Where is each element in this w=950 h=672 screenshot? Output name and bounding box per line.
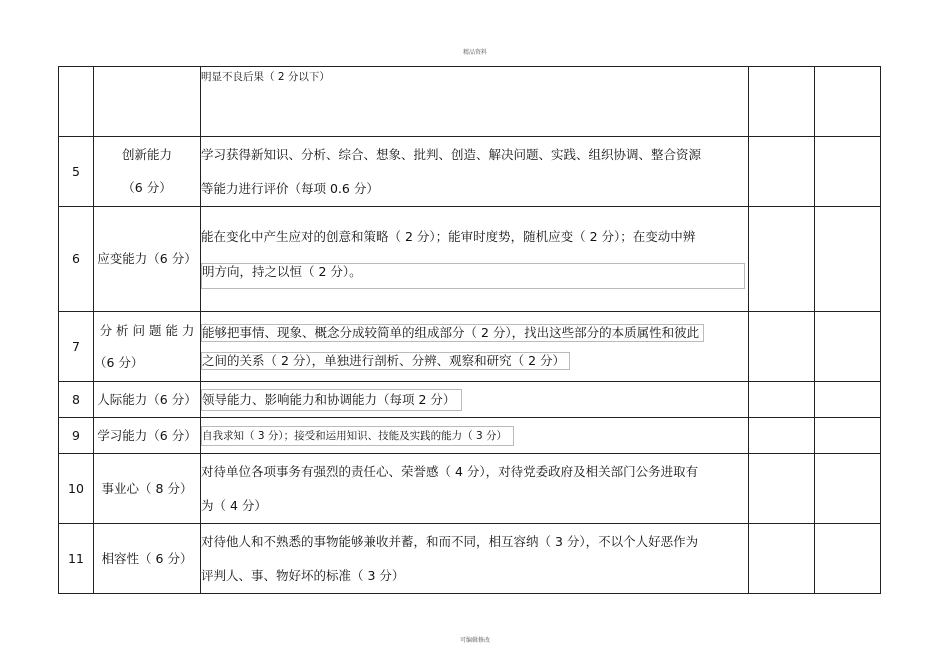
score-cell[interactable] — [749, 382, 815, 418]
table-row — [59, 418, 881, 454]
score-cell[interactable] — [749, 524, 815, 594]
remark-cell[interactable] — [815, 454, 881, 524]
item-name: 应变能力（6 分） — [94, 207, 201, 312]
remark-cell[interactable] — [815, 524, 881, 594]
item-name: 分 析 问 题 能 力 （6 分） — [94, 312, 201, 382]
item-description: 自我求知（ 3 分）；接受和运用知识、技能及实践的能力（ 3 分） — [201, 418, 749, 454]
page-footer: 可编辑修改 — [459, 637, 490, 644]
table-row — [59, 137, 881, 207]
table-row — [59, 207, 881, 312]
row-number: 8 — [59, 382, 94, 418]
row-number: 7 — [59, 312, 94, 382]
evaluation-table — [58, 66, 881, 594]
item-description: 学习获得新知识、分析、综合、想象、批判、创造、解决问题、实践、组织协调、整合资源 等能力进行评价（每项 0.6 分） — [201, 137, 749, 207]
remark-cell[interactable] — [815, 418, 881, 454]
item-name: 相容性（ 6 分） — [94, 524, 201, 594]
remark-cell[interactable] — [815, 67, 881, 137]
item-description: 能在变化中产生应对的创意和策略（ 2 分）；能审时度势，随机应变（ 2 分）；在变动中辨 明方向，持之以恒（ 2 分）。 — [201, 207, 749, 312]
row-number: 11 — [59, 524, 94, 594]
row-number: 5 — [59, 137, 94, 207]
table-row — [59, 67, 881, 137]
remark-cell[interactable] — [815, 137, 881, 207]
item-description: 对待他人和不熟悉的事物能够兼收并蓄，和而不同，相互容纳（ 3 分），不以个人好恶作为 评判人、事、物好坏的标准（ 3 分） — [201, 524, 749, 594]
row-number — [59, 67, 94, 137]
item-description: 领导能力、影响能力和协调能力（每项 2 分） — [201, 382, 749, 418]
remark-cell[interactable] — [815, 382, 881, 418]
score-cell[interactable] — [749, 418, 815, 454]
item-name: 学习能力（6 分） — [94, 418, 201, 454]
item-name: 事业心（ 8 分） — [94, 454, 201, 524]
page-header: 精品资料 — [462, 49, 487, 56]
item-name: 人际能力（6 分） — [94, 382, 201, 418]
score-cell[interactable] — [749, 207, 815, 312]
item-description: 明显不良后果（ 2 分以下） — [201, 67, 749, 137]
item-description: 能够把事情、现象、概念分成较简单的组成部分（ 2 分），找出这些部分的本质属性和彼此 之间的关系（ 2 分），单独进行剖析、分辨、观察和研究（ 2 分） — [201, 312, 749, 382]
item-name: 创新能力 （6 分） — [94, 137, 201, 207]
row-number: 10 — [59, 454, 94, 524]
remark-cell[interactable] — [815, 312, 881, 382]
score-cell[interactable] — [749, 137, 815, 207]
table-row — [59, 312, 881, 382]
score-cell[interactable] — [749, 454, 815, 524]
remark-cell[interactable] — [815, 207, 881, 312]
table-row — [59, 382, 881, 418]
row-number: 6 — [59, 207, 94, 312]
table-row — [59, 454, 881, 524]
score-cell[interactable] — [749, 312, 815, 382]
row-number: 9 — [59, 418, 94, 454]
item-description: 对待单位各项事务有强烈的责任心、荣誉感（ 4 分），对待党委政府及相关部门公务进取有 为（ 4 分） — [201, 454, 749, 524]
score-cell[interactable] — [749, 67, 815, 137]
table-row — [59, 524, 881, 594]
item-name — [94, 67, 201, 137]
